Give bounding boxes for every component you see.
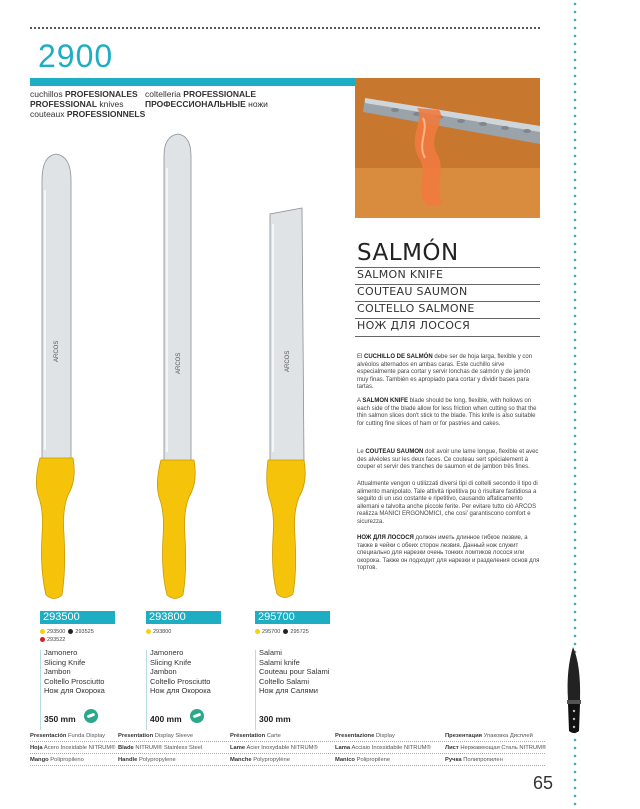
series-accent-bar bbox=[30, 78, 355, 86]
description-en: A SALMON KNIFE blade should be long, flexible, with hollows on each side of the blade allow for less friction when cutting so that the thin salmon slices don't stick to the blade. This knife is also suitable for cutting fine slices of ham or for pastries and cakes. bbox=[357, 398, 537, 427]
subtitle-it: COLTELLO SALMONE bbox=[357, 302, 475, 315]
subtitle-fr: COUTEAU SAUMON bbox=[357, 285, 468, 298]
salmon-slicing-image bbox=[355, 78, 540, 218]
blade-brand: ARCOS bbox=[176, 352, 182, 374]
category-line: ПРОФЕССИОНАЛЬНЫЕ ножи bbox=[145, 99, 268, 109]
blade-brand: ARCOS bbox=[285, 350, 291, 372]
dishwasher-safe-icon bbox=[84, 709, 98, 723]
divider bbox=[255, 650, 256, 730]
name-it: Coltello Prosciutto bbox=[44, 676, 105, 686]
spec-table bbox=[30, 730, 545, 766]
name-en: Salami knife bbox=[259, 657, 300, 667]
name-fr: Jambon bbox=[44, 667, 71, 677]
blade-size: 300 mm bbox=[259, 714, 291, 724]
name-es: Jamonero bbox=[150, 648, 184, 657]
variant-row bbox=[146, 628, 171, 636]
yellow-dot-icon bbox=[255, 629, 260, 634]
product-code: 293500 bbox=[40, 611, 115, 624]
black-dot-icon bbox=[283, 629, 288, 634]
product-title: SALMÓN bbox=[357, 240, 459, 266]
description-it: Attualmente vengon o utilizzati diversi tipi di coltelli secondo il tipo di alimento manipolato. Tale attività ripetitiva pu ò risultare fastidiosa a seguito di un uso costante e ripetitivo, causando affaticamento allemani e talvolta anche piccole ferite. Per evitare tutto ciò ARCOS realizza MANICI ERGONOMICI, che cosi' garantiscono comfort e sicurezza. bbox=[357, 481, 538, 525]
blade-brand: ARCOS bbox=[54, 340, 60, 362]
knife-293500-image bbox=[28, 150, 88, 605]
spec-row-handle: Mango Polipropileno Handle Polypropylene Manche Polypropylène Manico Polipropilene Ручка Полипропилен bbox=[30, 754, 545, 766]
blade-size: 400 mm bbox=[150, 714, 182, 724]
subtitle-ru: НОЖ ДЛЯ ЛОСОСЯ bbox=[357, 319, 471, 332]
black-dot-icon bbox=[68, 629, 73, 634]
variant-code: 293522 bbox=[47, 637, 66, 643]
series-number: 2900 bbox=[38, 38, 114, 74]
knife-295700-image bbox=[258, 204, 318, 604]
variant-code: 293525 bbox=[75, 629, 94, 635]
chef-knife-icon bbox=[563, 645, 585, 735]
name-en: Slicing Knife bbox=[150, 657, 192, 667]
name-it: Coltello Prosciutto bbox=[150, 676, 211, 686]
name-fr: Couteau pour Salami bbox=[259, 667, 330, 677]
category-line: PROFESSIONAL knives bbox=[30, 99, 124, 109]
category-list-left bbox=[30, 89, 145, 119]
variant-code: 295700 bbox=[262, 629, 281, 635]
product-photo bbox=[355, 78, 540, 218]
subtitle-en: SALMON KNIFE bbox=[357, 268, 444, 281]
description-fr: Le COUTEAU SAUMON doit avoir une lame longue, flexible et avec des alvéoles sur les deux faces. Ce couteau sert spécialement à couper et servir des tranches de saumon et de jambon très fines. bbox=[357, 449, 539, 471]
name-ru: Нож для Салями bbox=[259, 686, 318, 696]
variant-list bbox=[146, 628, 171, 636]
variant-row bbox=[255, 628, 309, 636]
description-es: El CUCHILLO DE SALMÓN debe ser de hoja larga, flexible y con alvéolos alternados en ambas caras. Este cuchillo sirve especialmente para cortar y servir lonchas de salmón y de jamón muy finas. También es apropiado para cortar y dividir bases para tartas. bbox=[357, 354, 533, 391]
variant-code: 293500 bbox=[47, 629, 66, 635]
category-line: cuchillos PROFESIONALES bbox=[30, 89, 138, 99]
variant-code: 293800 bbox=[153, 629, 172, 635]
category-line: coltelleria PROFESSIONALE bbox=[145, 89, 257, 99]
yellow-dot-icon bbox=[40, 629, 45, 634]
yellow-dot-icon bbox=[146, 629, 151, 634]
product-names bbox=[150, 648, 211, 696]
page-number: 65 bbox=[533, 773, 554, 793]
name-es: Jamonero bbox=[44, 648, 78, 657]
top-dotted-rule bbox=[30, 27, 540, 29]
divider bbox=[355, 336, 540, 337]
variant-list bbox=[255, 628, 309, 636]
name-fr: Jambon bbox=[150, 667, 177, 677]
red-dot-icon bbox=[40, 637, 45, 642]
product-code: 293800 bbox=[146, 611, 221, 624]
variant-code: 295725 bbox=[290, 629, 309, 635]
product-code: 295700 bbox=[255, 611, 330, 624]
name-es: Salami bbox=[259, 648, 282, 657]
description-ru: НОЖ ДЛЯ ЛОСОСЯ должен иметь длинное гибкое лезвие, а также в чейки с обеих сторон лезвия. Данный нож служит специально для нарезки очень тонких ломтиков лосося или окорока. Также он подходит для нарезки и разделения основ для тортов. bbox=[357, 535, 540, 572]
dishwasher-safe-icon bbox=[190, 709, 204, 723]
knife-293800-image bbox=[148, 132, 208, 605]
name-en: Slicing Knife bbox=[44, 657, 86, 667]
product-names bbox=[259, 648, 329, 696]
variant-row bbox=[40, 628, 94, 636]
variant-list bbox=[40, 628, 94, 644]
spec-row-presentation: Presentación Funda Display Presentation Display Sleeve Présentation Carte Presentazione Display Презентация Упаковка Дисплей bbox=[30, 730, 545, 742]
blade-size: 350 mm bbox=[44, 714, 76, 724]
spec-row-blade: Hoja Acero Inoxidable NITRUM® Blade NITRUM® Stainless Steel Lame Acier Inoxydable NITRUM® Lama Acciaio Inossidabile NITRUM® Лист Нержавеющая Сталь NITRUM® bbox=[30, 742, 545, 754]
category-line: couteaux PROFESSIONNELS bbox=[30, 109, 146, 119]
name-ru: Нож для Окорока bbox=[44, 686, 105, 696]
name-ru: Нож для Окорока bbox=[150, 686, 211, 696]
variant-row bbox=[40, 636, 94, 644]
name-it: Coltello Salami bbox=[259, 676, 310, 686]
category-list-right bbox=[145, 89, 268, 109]
product-names bbox=[44, 648, 105, 696]
divider bbox=[40, 650, 41, 730]
divider bbox=[146, 650, 147, 730]
